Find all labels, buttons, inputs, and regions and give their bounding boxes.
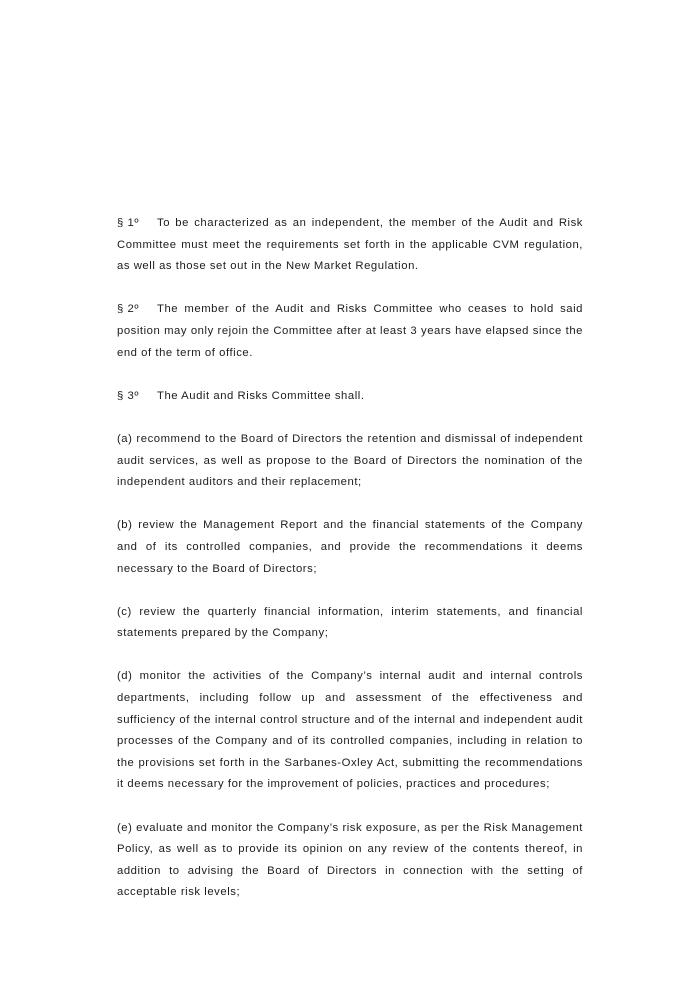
item-b	[117, 515, 583, 580]
paragraph-2-text: The member of the Audit and Risks Committee who ceases to hold said position may only rejoin the Committee after at least 3 years have elapsed since the end of the term of office.	[117, 303, 583, 359]
item-d	[117, 666, 583, 796]
paragraph-3-text: The Audit and Risks Committee shall.	[157, 389, 365, 402]
paragraph-2	[117, 299, 583, 364]
item-d-text: (d) monitor the activities of the Company’s internal audit and internal controls departments, including follow up and assessment of the effectiveness and sufficiency of the internal control structure and of the internal and independent audit processes of the Company and of its controlled companies, including in relation to the provisions set forth in the Sarbanes-Oxley Act, submitting the recommendations it deems necessary for the improvement of policies, practices and procedures;	[117, 670, 583, 791]
paragraph-3	[117, 386, 583, 408]
paragraph-1	[117, 213, 583, 278]
item-c	[117, 602, 583, 645]
section-marker-3: § 3º	[117, 389, 140, 402]
item-e-text: (e) evaluate and monitor the Company’s risk exposure, as per the Risk Management Policy, as well as to provide its opinion on any review of the contents thereof, in addition to advising the Board of Directors in connection with the setting of acceptable risk levels;	[117, 821, 583, 899]
document-page	[117, 213, 583, 926]
item-e	[117, 818, 583, 904]
section-marker-1: § 1º	[117, 217, 140, 229]
item-a	[117, 429, 583, 494]
section-marker-2: § 2º	[117, 303, 140, 316]
item-b-text: (b) review the Management Report and the financial statements of the Company and of its controlled companies, and provide the recommendations it deems necessary to the Board of Directors;	[117, 519, 583, 575]
paragraph-1-text: To be characterized as an independent, the member of the Audit and Risk Committee must meet the requirements set forth in the applicable CVM regulation, as well as those set out in the New Market Regulation.	[117, 217, 583, 273]
item-c-text: (c) review the quarterly financial information, interim statements, and financial statements prepared by the Company;	[117, 605, 583, 640]
item-a-text: (a) recommend to the Board of Directors the retention and dismissal of independent audit services, as well as propose to the Board of Directors the nomination of the independent auditors and their replacement;	[117, 432, 583, 489]
